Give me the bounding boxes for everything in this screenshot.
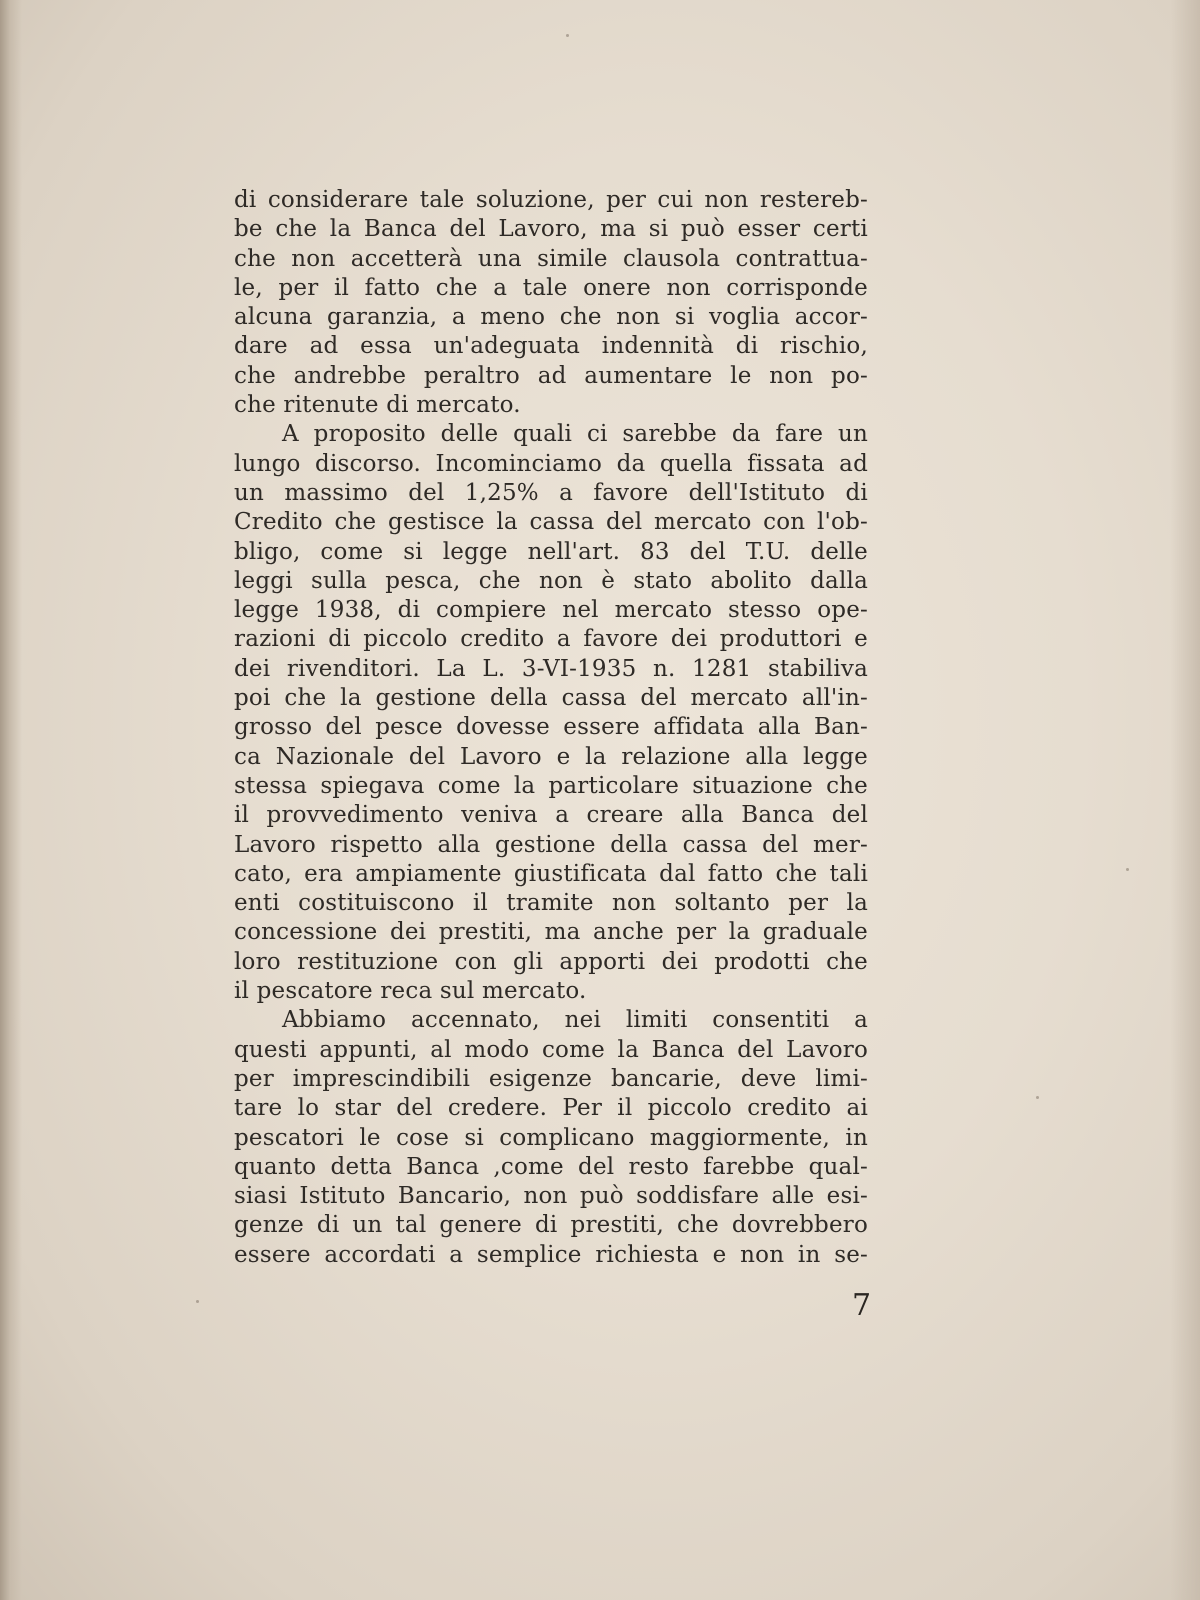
text-line: poi che la gestione della cassa del mercato all'in- xyxy=(234,685,868,712)
text-line: dare ad essa un'adeguata indennità di rischio, xyxy=(234,333,868,360)
text-line: che ritenute di mercato. xyxy=(234,392,521,419)
text-line: legge 1938, di compiere nel mercato stesso ope- xyxy=(234,597,868,624)
text-line: pescatori le cose si complicano maggiormente, in xyxy=(234,1124,868,1151)
text-line: essere accordati a semplice richiesta e non in se- xyxy=(234,1241,868,1268)
text-line: il pescatore reca sul mercato. xyxy=(234,978,587,1005)
text-line: per imprescindibili esigenze bancarie, deve limi- xyxy=(234,1065,868,1092)
text-line: un massimo del 1,25% a favore dell'Istituto di xyxy=(234,479,868,506)
text-line: questi appunti, al modo come la Banca del Lavoro xyxy=(234,1036,868,1063)
body-text xyxy=(234,186,868,1270)
text-line: il provvedimento veniva a creare alla Banca del xyxy=(234,802,868,829)
page-left-edge-shadow xyxy=(0,0,22,1600)
text-line: grosso del pesce dovesse essere affidata alla Ban- xyxy=(234,714,868,741)
text-line: siasi Istituto Bancario, non può soddisfare alle esi- xyxy=(234,1183,868,1210)
paper-speck xyxy=(566,34,569,37)
text-line: Lavoro rispetto alla gestione della cassa del mer- xyxy=(234,831,868,858)
text-line: genze di un tal genere di prestiti, che dovrebbero xyxy=(234,1212,868,1239)
text-line: lungo discorso. Incominciamo da quella fissata ad xyxy=(234,450,868,477)
text-line: A proposito delle quali ci sarebbe da fare un xyxy=(282,421,868,448)
page-right-edge-shadow xyxy=(1170,0,1200,1600)
text-line: loro restituzione con gli apporti dei prodotti che xyxy=(234,948,868,975)
paragraph-1 xyxy=(234,186,868,420)
text-line: dei rivenditori. La L. 3-VI-1935 n. 1281 stabiliva xyxy=(234,655,868,682)
text-line: bligo, come si legge nell'art. 83 del T.U. delle xyxy=(234,538,868,565)
text-line: Credito che gestisce la cassa del mercato con l'ob- xyxy=(234,509,868,536)
text-line: di considerare tale soluzione, per cui non restereb- xyxy=(234,187,868,213)
page-number: 7 xyxy=(852,1288,872,1323)
text-line: concessione dei prestiti, ma anche per la graduale xyxy=(234,919,868,946)
paragraph-3 xyxy=(234,1006,868,1270)
text-line: che non accetterà una simile clausola contrattua- xyxy=(234,245,868,272)
text-line: Abbiamo accennato, nei limiti consentiti a xyxy=(282,1007,868,1034)
text-line: alcuna garanzia, a meno che non si voglia accor- xyxy=(234,304,868,331)
text-line: le, per il fatto che a tale onere non corrisponde xyxy=(234,274,868,301)
text-line: ca Nazionale del Lavoro e la relazione alla legge xyxy=(234,743,868,770)
text-line: tare lo star del credere. Per il piccolo credito ai xyxy=(234,1095,868,1122)
paragraph-2 xyxy=(234,420,868,1006)
text-line: enti costituiscono il tramite non soltanto per la xyxy=(234,890,868,917)
text-line: stessa spiegava come la particolare situazione che xyxy=(234,772,868,799)
text-line: quanto detta Banca ,come del resto farebbe qual- xyxy=(234,1153,868,1180)
text-line: cato, era ampiamente giustificata dal fatto che tali xyxy=(234,860,868,887)
paper-speck xyxy=(1126,868,1129,871)
text-line: razioni di piccolo credito a favore dei produttori e xyxy=(234,626,868,653)
text-line: che andrebbe peraltro ad aumentare le non po- xyxy=(234,362,868,389)
paper-speck xyxy=(196,1300,199,1303)
paper-speck xyxy=(1036,1096,1039,1099)
text-line: be che la Banca del Lavoro, ma si può esser certi xyxy=(234,216,868,243)
text-line: leggi sulla pesca, che non è stato abolito dalla xyxy=(234,567,868,594)
